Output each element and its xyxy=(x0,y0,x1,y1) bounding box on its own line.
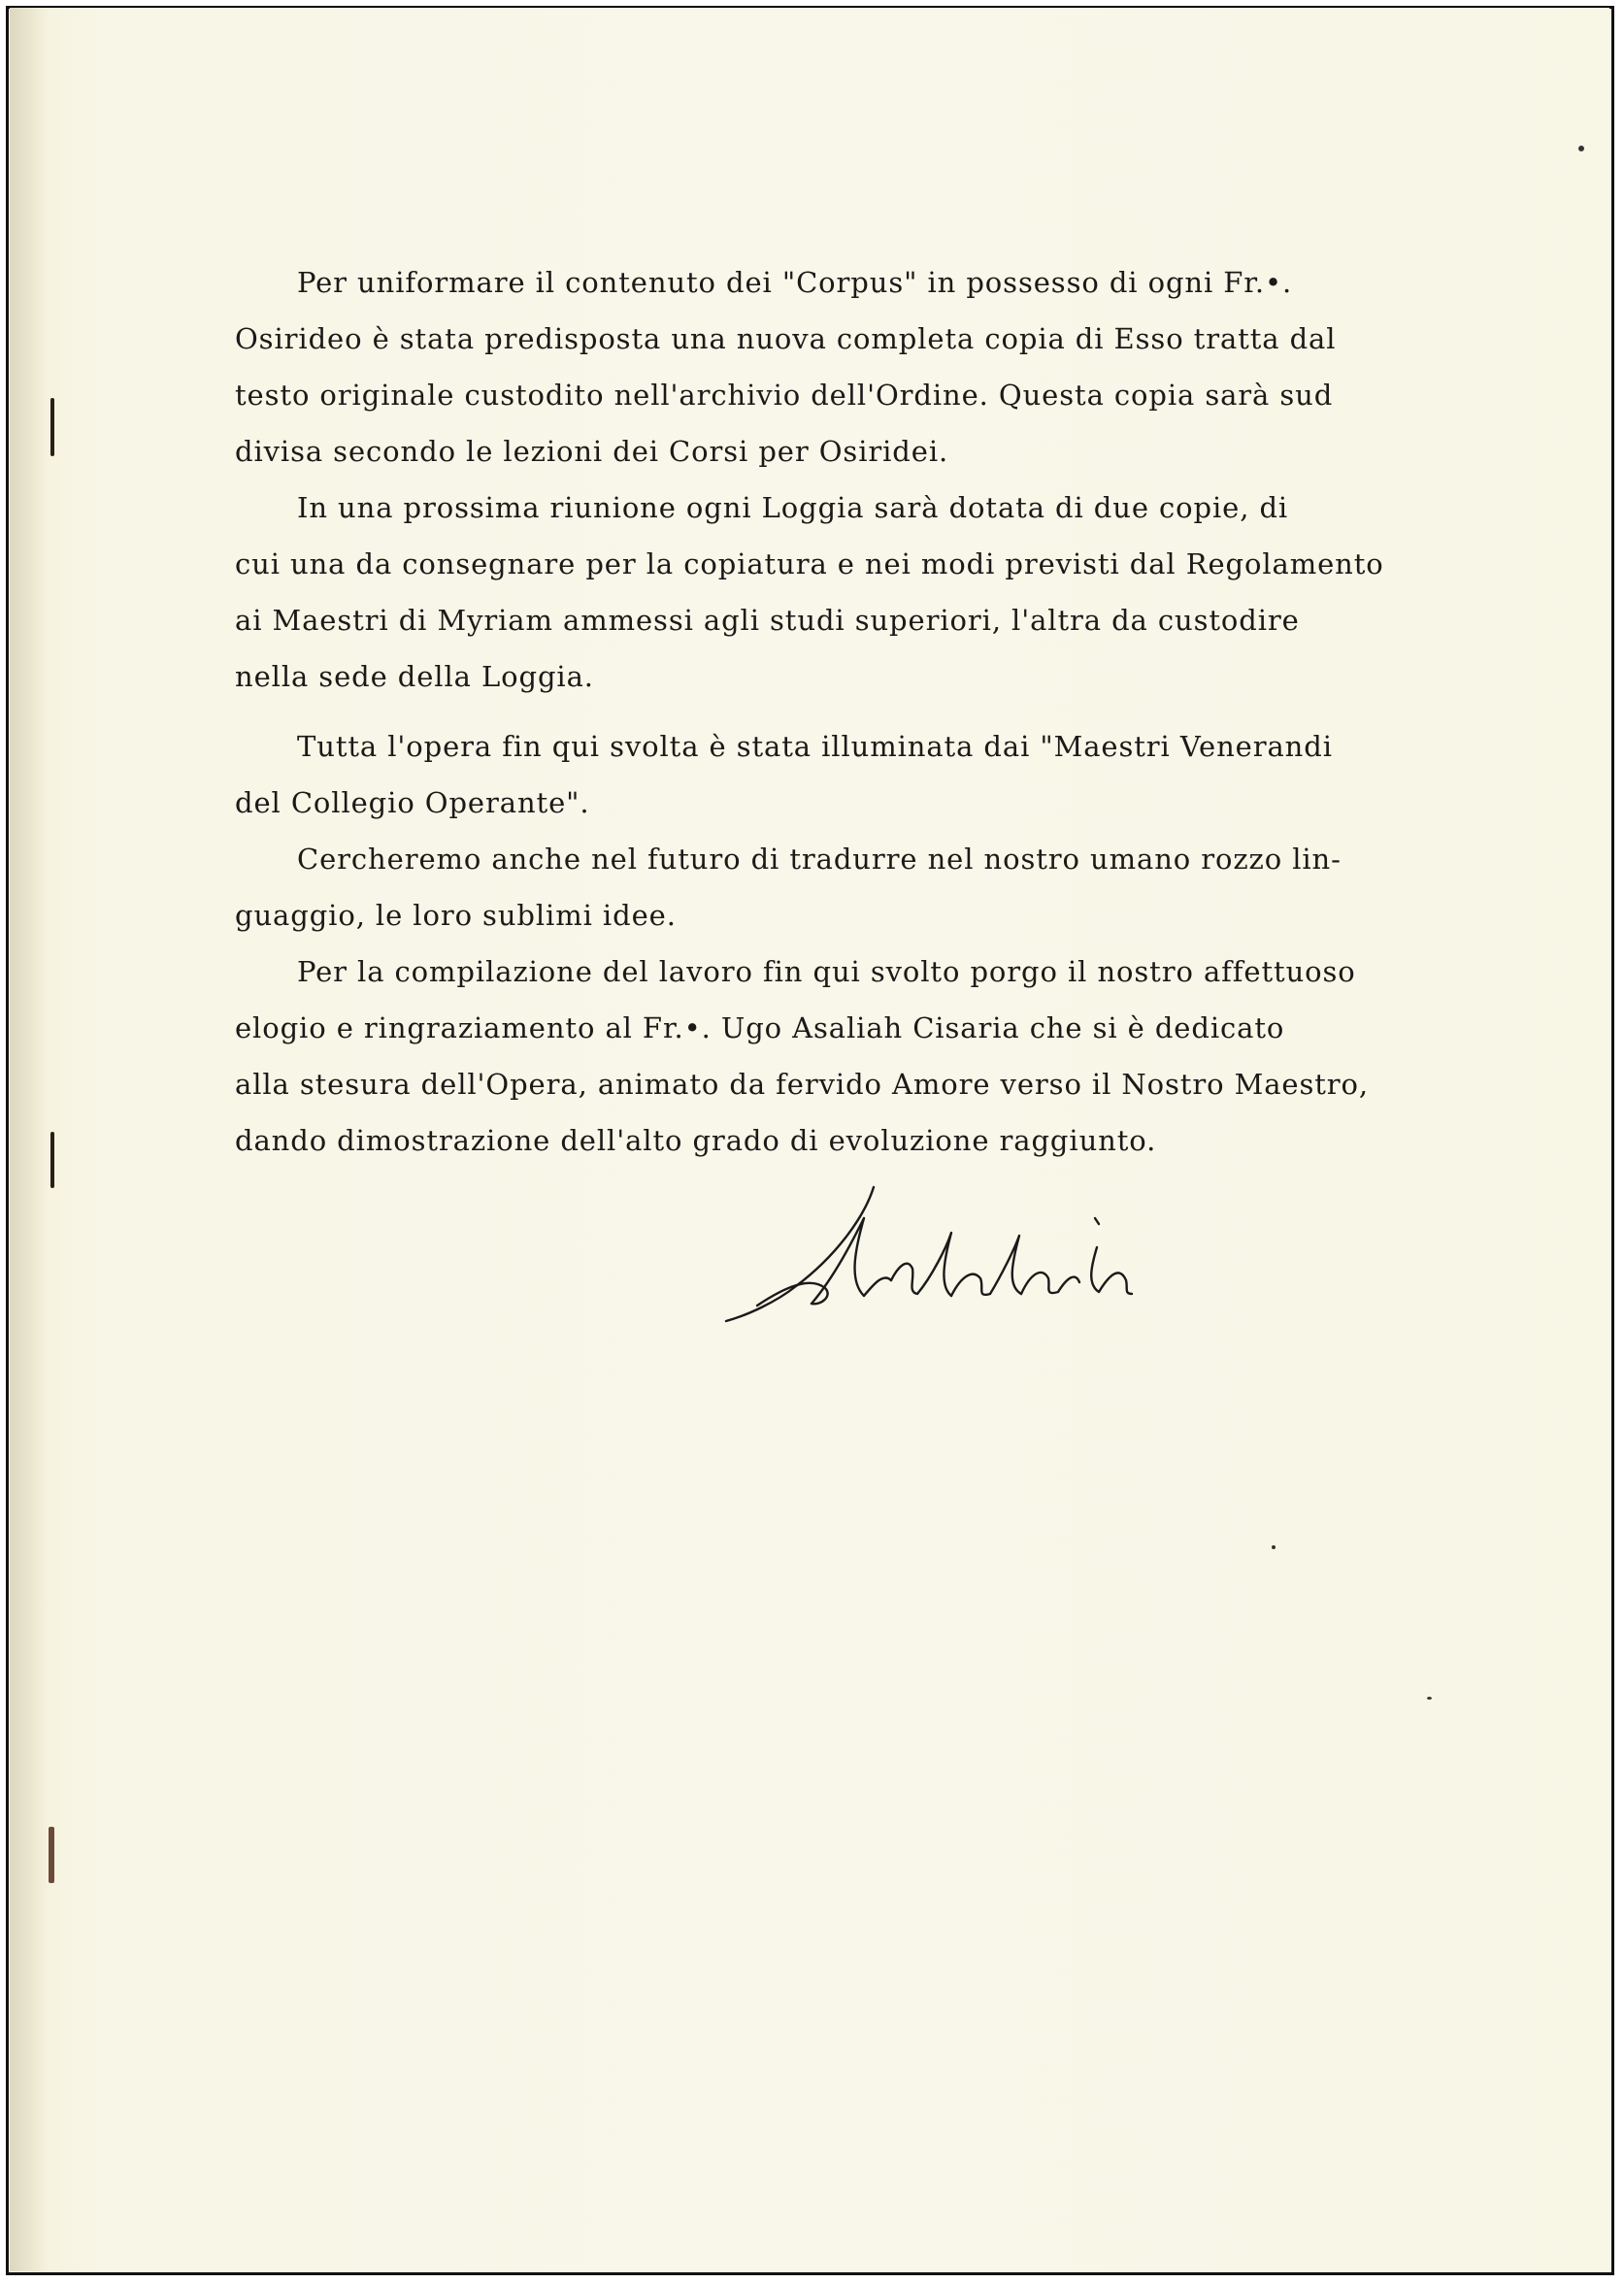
text-line: divisa secondo le lezioni dei Corsi per Osiridei. xyxy=(235,435,949,468)
text-line: In una prossima riunione ogni Loggia sarà dotata di due copie, di xyxy=(297,491,1289,524)
text-line: del Collegio Operante". xyxy=(235,786,590,819)
document-body xyxy=(235,254,1526,1169)
ink-speck xyxy=(1272,1545,1276,1549)
text-line: Per uniformare il contenuto dei "Corpus" in possesso di ogni Fr.•. xyxy=(297,266,1293,299)
text-line: testo originale custodito nell'archivio dell'Ordine. Questa copia sarà sud xyxy=(235,379,1334,412)
text-line: elogio e ringraziamento al Fr.•. Ugo Asaliah Cisaria che si è dedicato xyxy=(235,1011,1285,1044)
text-line: nella sede della Loggia. xyxy=(235,660,594,693)
ink-speck xyxy=(1427,1697,1432,1700)
text-line: alla stesura dell'Opera, animato da fervido Amore verso il Nostro Maestro, xyxy=(235,1068,1370,1101)
text-line: guaggio, le loro sublimi idee. xyxy=(235,899,677,932)
text-line: Osirideo è stata predisposta una nuova completa copia di Esso tratta dal xyxy=(235,322,1337,355)
staple-mark xyxy=(50,1132,54,1188)
text-line: ai Maestri di Myriam ammessi agli studi superiori, l'altra da custodire xyxy=(235,604,1300,637)
text-line: Per la compilazione del lavoro fin qui svolto porgo il nostro affettuoso xyxy=(297,955,1356,988)
text-line: Cercheremo anche nel futuro di tradurre nel nostro umano rozzo lin- xyxy=(297,843,1342,876)
staple-mark xyxy=(50,398,54,456)
ink-speck xyxy=(1578,146,1584,151)
text-line: cui una da consegnare per la copiatura e nei modi previsti dal Regolamento xyxy=(235,547,1384,580)
handwritten-signature xyxy=(718,1179,1165,1325)
text-line: dando dimostrazione dell'alto grado di evoluzione raggiunto. xyxy=(235,1124,1157,1157)
text-line: Tutta l'opera fin qui svolta è stata illuminata dai "Maestri Venerandi xyxy=(297,730,1333,763)
binding-shadow xyxy=(10,8,49,2271)
rust-mark xyxy=(49,1827,54,1883)
